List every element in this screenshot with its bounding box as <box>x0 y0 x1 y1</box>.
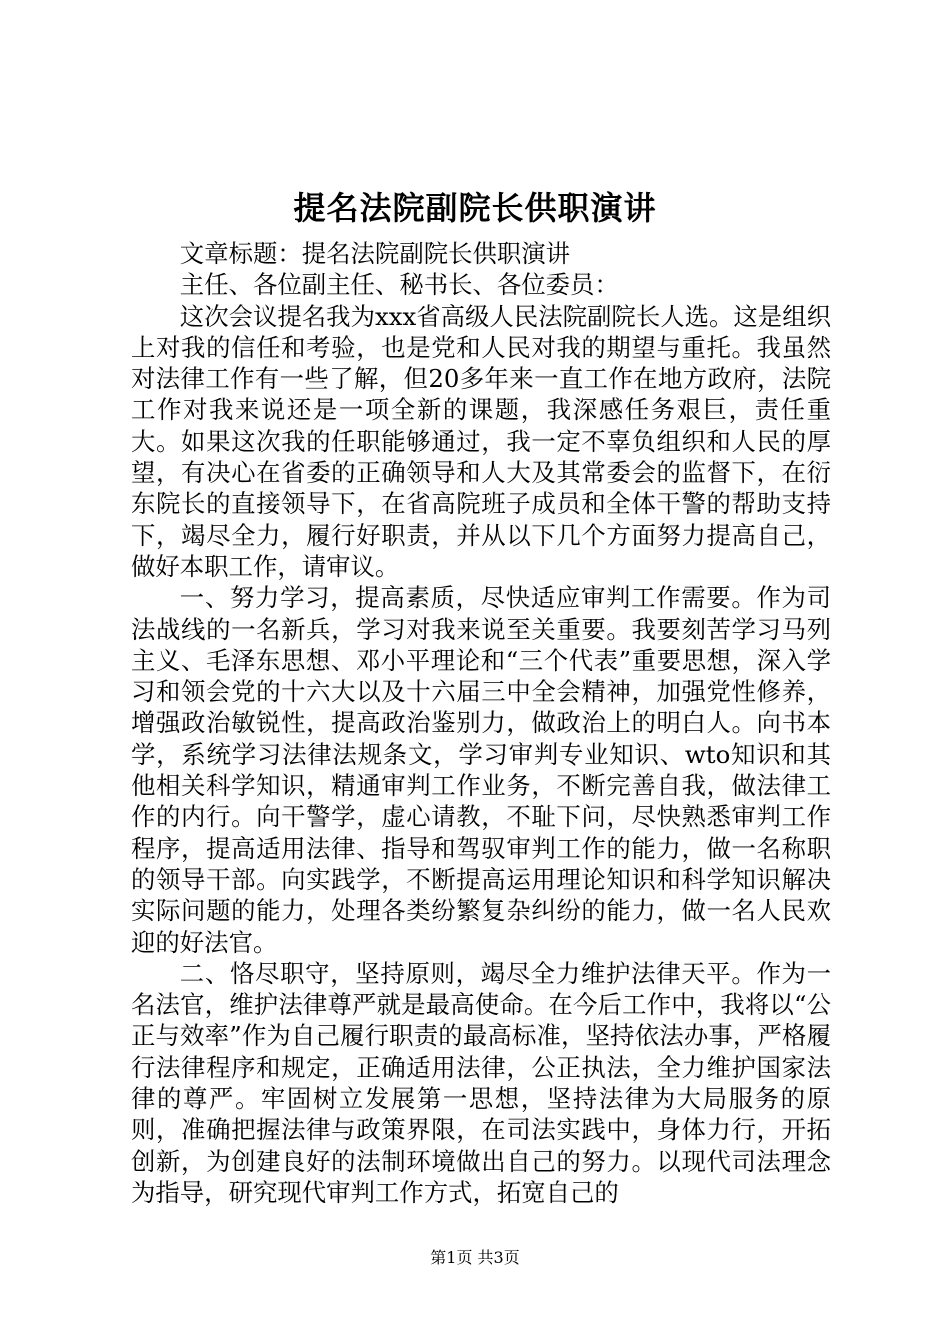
document-title: 提名法院副院长供职演讲 <box>293 189 657 227</box>
paragraph-point-one: 一、努力学习，提高素质，尽快适应审判工作需要。作为司法战线的一名新兵，学习对我来说至关重要。我要刻苦学习马列主义、毛泽东思想、邓小平理论和“三个代表”重要思想，深入学习和领会党的十六大以及十六届三中全会精神，加强党性修养，增强政治敏锐性，提高政治鉴别力，做政治上的明白人。向书本学，系统学习法律法规条文，学习审判专业知识、wto知识和其他相关科学知识，精通审判工作业务，不断完善自我，做法律工作的内行。向干警学，虚心请教，不耻下问，尽快熟悉审判工作程序，提高适用法律、指导和驾驭审判工作的能力，做一名称职的领导干部。向实践学，不断提高运用理论知识和科学知识解决实际问题的能力，处理各类纷繁复杂纠纷的能力，做一名人民欢迎的好法官。 <box>131 583 831 957</box>
paragraph-article-title: 文章标题：提名法院副院长供职演讲 <box>179 239 571 268</box>
paragraph-salutation: 主任、各位副主任、秘书长、各位委员： <box>179 270 619 300</box>
paragraph-intro: 这次会议提名我为xxx省高级人民法院副院长人选。这是组织上对我的信任和考验，也是党和人民对我的期望与重托。我虽然对法律工作有一些了解，但20多年来一直工作在地方政府，法院工作对我来说还是一项全新的课题，我深感任务艰巨，责任重大。如果这次我的任职能够通过，我一定不辜负组织和人民的厚望，有决心在省委的正确领导和人大及其常委会的监督下，在衍东院长的直接领导下，在省高院班子成员和全体干警的帮助支持下，竭尽全力，履行好职责，并从以下几个方面努力提高自己，做好本职工作，请审议。 <box>131 301 831 581</box>
document-body <box>131 238 831 1208</box>
page-number-footer: 第1页 共3页 <box>430 1248 520 1267</box>
paragraph-point-two: 二、恪尽职守，坚持原则，竭尽全力维护法律天平。作为一名法官，维护法律尊严就是最高使命。在今后工作中，我将以“公正与效率”作为自己履行职责的最高标准，坚持依法办事，严格履行法律程序和规定，正确适用法律，公正执法，全力维护国家法律的尊严。牢固树立发展第一思想，坚持法律为大局服务的原则，准确把握法律与政策界限，在司法实践中，身体力行，开拓创新，为创建良好的法制环境做出自己的努力。以现代司法理念为指导，研究现代审判工作方式，拓宽自己的 <box>131 958 831 1207</box>
